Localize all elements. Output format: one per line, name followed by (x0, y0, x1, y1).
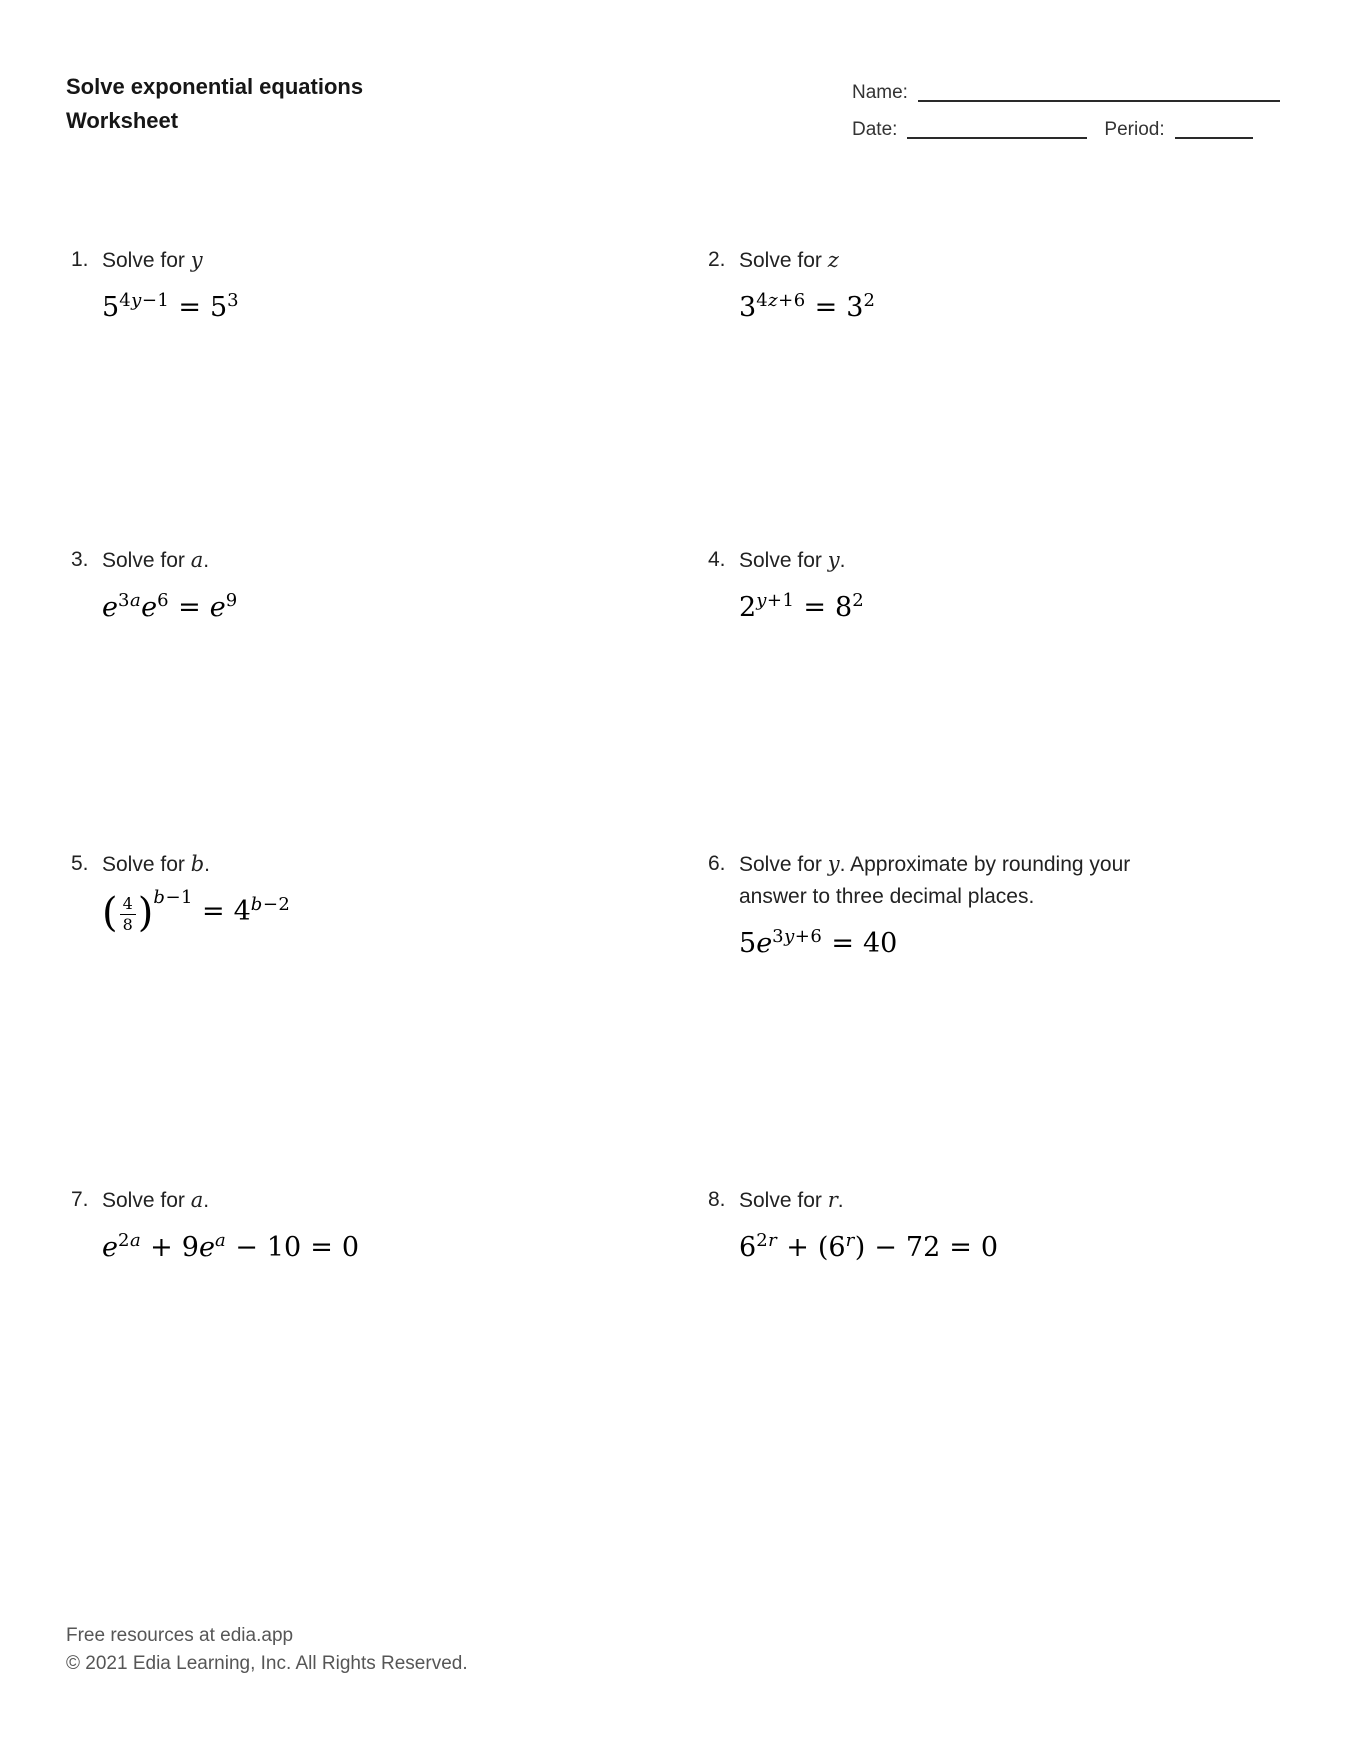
name-label: Name: (852, 82, 908, 103)
problem-equation: $e^{3a}e^6 = e^9$ (102, 590, 238, 623)
problem-number: 3. (71, 548, 89, 571)
problem-equation: $5^{4y-1} = 5^3$ (102, 290, 240, 323)
page-title (66, 70, 363, 138)
problem-1 (71, 244, 631, 329)
problem-prompt: Solve for y. (739, 548, 846, 572)
problem-prompt: Solve for y (102, 248, 203, 272)
problem-equation: $5e^{3y+6} = 40$ (739, 926, 898, 959)
date-period-row (852, 117, 1280, 143)
problem-equation: $2^{y+1} = 8^2$ (739, 590, 865, 623)
problem-7 (71, 1184, 631, 1269)
problem-prompt: Solve for a. (102, 548, 210, 572)
name-blank-line (918, 100, 1280, 102)
problem-number: 6. (708, 852, 726, 875)
problem-8 (708, 1184, 1288, 1269)
problem-equation: $e^{2a} + 9e^a - 10 = 0$ (102, 1230, 359, 1263)
period-label: Period: (1104, 119, 1165, 140)
problem-4 (708, 544, 1288, 629)
problem-prompt: Solve for a. (102, 1188, 210, 1212)
problem-number: 5. (71, 852, 89, 875)
problem-equation: $6^{2r} + (6^r) - 72 = 0$ (739, 1230, 999, 1263)
footer (66, 1622, 468, 1678)
problem-number: 7. (71, 1188, 89, 1211)
problem-prompt: Solve for y. Approximate by rounding your answer to three decimal places. (739, 852, 1131, 908)
problem-equation: ( $\frac{4}{8}$ )$^{b-1} = 4^{b-2}$ (102, 887, 291, 936)
problem-number: 4. (708, 548, 726, 571)
name-row (852, 80, 1280, 106)
problem-2 (708, 244, 1288, 329)
date-label: Date: (852, 119, 898, 140)
footer-copyright-text: © 2021 Edia Learning, Inc. All Rights Reserved. (66, 1653, 468, 1674)
problem-equation: $3^{4z+6} = 3^2$ (739, 290, 876, 323)
problem-prompt: Solve for z (739, 248, 839, 272)
problem-prompt: Solve for b. (102, 852, 211, 876)
problem-prompt: Solve for r. (739, 1188, 844, 1212)
student-info-fields (852, 80, 1280, 143)
period-blank-line (1175, 137, 1253, 139)
problem-number: 2. (708, 248, 726, 271)
date-blank-line (907, 137, 1087, 139)
problem-3 (71, 544, 631, 629)
problem-5 (71, 848, 631, 934)
problem-number: 1. (71, 248, 89, 271)
page-title-line-1: Solve exponential equations (66, 74, 364, 99)
problem-number: 8. (708, 1188, 726, 1211)
footer-resources-text: Free resources at edia.app (66, 1625, 294, 1646)
problem-6 (708, 848, 1288, 965)
page-title-line-2: Worksheet (66, 108, 179, 133)
